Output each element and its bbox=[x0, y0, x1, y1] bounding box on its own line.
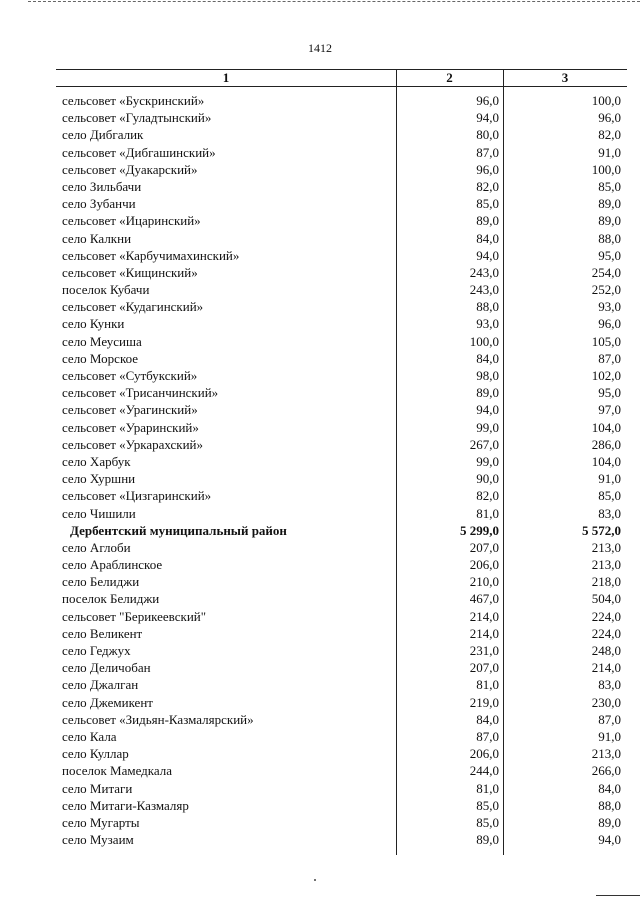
row-value-col2: 206,0 bbox=[469, 746, 499, 762]
row-value-col3: 252,0 bbox=[591, 282, 621, 298]
row-value-col2: 100,0 bbox=[469, 333, 499, 349]
row-value-col3: 89,0 bbox=[598, 213, 621, 229]
row-value-col2: 96,0 bbox=[476, 93, 499, 108]
row-value-col3: 96,0 bbox=[598, 316, 621, 332]
table-row bbox=[56, 315, 627, 332]
table-row bbox=[56, 350, 627, 367]
row-value-col3: 93,0 bbox=[598, 299, 621, 315]
row-name: село Калкни bbox=[62, 230, 132, 246]
row-value-col3: 104,0 bbox=[591, 419, 621, 435]
scan-speck bbox=[314, 879, 316, 881]
row-value-col3: 504,0 bbox=[591, 591, 621, 607]
table-row bbox=[56, 401, 627, 418]
row-name: село Митаги-Казмаляр bbox=[62, 797, 189, 813]
row-name: село Кунки bbox=[62, 316, 125, 332]
row-value-col2: 207,0 bbox=[469, 539, 499, 555]
table-row bbox=[56, 728, 627, 745]
table-row bbox=[56, 642, 627, 659]
row-value-col2: 231,0 bbox=[469, 643, 499, 658]
row-name: село Деличобан bbox=[62, 660, 151, 676]
row-value-col2: 85,0 bbox=[476, 797, 499, 813]
row-name: село Дибгалик bbox=[62, 127, 144, 143]
table-row bbox=[56, 230, 627, 247]
row-value-col3: 230,0 bbox=[591, 694, 621, 710]
row-name: сельсовет «Зидьян-Казмалярский» bbox=[62, 711, 254, 727]
row-value-col2: 214,0 bbox=[469, 608, 499, 624]
table-row bbox=[56, 487, 627, 504]
table-row bbox=[56, 573, 627, 590]
row-value-col2: 84,0 bbox=[476, 711, 499, 727]
row-value-col3: 105,0 bbox=[591, 333, 621, 349]
row-name: сельсовет «Цизгаринский» bbox=[62, 488, 212, 504]
table-row bbox=[56, 453, 627, 470]
row-value-col3: 104,0 bbox=[591, 453, 621, 469]
row-value-col3: 87,0 bbox=[598, 711, 621, 727]
row-name: село Чишили bbox=[62, 505, 136, 521]
column-header-1: 1 bbox=[222, 70, 230, 85]
row-name: сельсовет "Берикеевский" bbox=[62, 608, 207, 624]
row-value-col3: 96,0 bbox=[598, 110, 621, 126]
row-value-col3: 100,0 bbox=[591, 161, 621, 177]
table-row bbox=[56, 126, 627, 143]
row-value-col3: 266,0 bbox=[591, 763, 621, 779]
row-value-col2: 88,0 bbox=[476, 299, 499, 315]
row-value-col3: 85,0 bbox=[598, 488, 621, 504]
row-value-col2: 84,0 bbox=[476, 230, 499, 246]
row-value-col3: 91,0 bbox=[598, 471, 621, 487]
row-name: сельсовет «Кищинский» bbox=[62, 264, 198, 280]
row-value-col3: 88,0 bbox=[598, 797, 621, 813]
row-name: село Митаги bbox=[62, 780, 133, 796]
table-row-district bbox=[56, 522, 627, 539]
row-value-col2: 94,0 bbox=[476, 110, 499, 126]
row-name: село Музаим bbox=[62, 832, 134, 848]
row-value-col3: 213,0 bbox=[591, 539, 621, 555]
row-value-col2: 89,0 bbox=[476, 213, 499, 229]
row-value-col2: 207,0 bbox=[469, 660, 499, 676]
table-row bbox=[56, 178, 627, 195]
row-name: село Меусиша bbox=[62, 333, 142, 349]
row-value-col2: 87,0 bbox=[476, 144, 499, 160]
row-value-col3: 82,0 bbox=[598, 127, 621, 143]
table-row bbox=[56, 711, 627, 728]
table-row bbox=[56, 384, 627, 401]
row-value-col2: 94,0 bbox=[476, 247, 499, 263]
table-body bbox=[56, 92, 627, 848]
table-row bbox=[56, 195, 627, 212]
row-value-col2: 206,0 bbox=[469, 557, 499, 573]
row-value-col3: 102,0 bbox=[591, 368, 621, 383]
row-name: село Белиджи bbox=[62, 574, 140, 590]
row-value-col3: 224,0 bbox=[591, 608, 621, 624]
row-value-col3: 213,0 bbox=[591, 746, 621, 762]
row-value-col3: 5 572,0 bbox=[582, 522, 621, 538]
row-name: сельсовет «Ураринский» bbox=[62, 419, 199, 435]
row-value-col2: 210,0 bbox=[469, 574, 499, 590]
table-row bbox=[56, 144, 627, 161]
table-row bbox=[56, 694, 627, 711]
row-value-col2: 82,0 bbox=[476, 178, 499, 194]
row-name: село Харбук bbox=[62, 453, 131, 469]
row-value-col3: 214,0 bbox=[591, 660, 621, 676]
row-name: сельсовет «Ицаринский» bbox=[62, 213, 201, 229]
column-header-3: 3 bbox=[561, 70, 569, 85]
row-name: поселок Белиджи bbox=[62, 591, 160, 607]
table-header-rule bbox=[56, 86, 627, 87]
row-value-col2: 267,0 bbox=[469, 436, 499, 452]
bottom-scan-mark bbox=[596, 895, 640, 896]
row-value-col3: 87,0 bbox=[598, 350, 621, 366]
row-name: село Куллар bbox=[62, 746, 129, 762]
row-value-col3: 95,0 bbox=[598, 385, 621, 401]
row-name: Дербентский муниципальный район bbox=[70, 522, 287, 538]
table-row bbox=[56, 625, 627, 642]
row-value-col3: 85,0 bbox=[598, 178, 621, 194]
row-name: село Морское bbox=[62, 350, 139, 366]
page-number: 1412 bbox=[308, 41, 332, 55]
row-name: село Зубанчи bbox=[62, 196, 136, 212]
row-value-col2: 243,0 bbox=[469, 264, 499, 280]
row-value-col3: 88,0 bbox=[598, 230, 621, 246]
table-row bbox=[56, 831, 627, 848]
row-name: село Джемикент bbox=[62, 694, 153, 710]
table-row bbox=[56, 797, 627, 814]
row-value-col2: 81,0 bbox=[476, 780, 499, 796]
row-value-col3: 84,0 bbox=[598, 780, 621, 796]
table-row bbox=[56, 298, 627, 315]
row-name: село Зильбачи bbox=[62, 178, 142, 194]
row-value-col3: 97,0 bbox=[598, 402, 621, 418]
table-row bbox=[56, 419, 627, 436]
table-row bbox=[56, 539, 627, 556]
row-name: село Мугарты bbox=[62, 814, 140, 830]
row-value-col3: 95,0 bbox=[598, 247, 621, 263]
table-row bbox=[56, 470, 627, 487]
row-value-col2: 89,0 bbox=[476, 385, 499, 401]
row-value-col2: 243,0 bbox=[469, 282, 499, 298]
data-table bbox=[56, 69, 627, 855]
row-value-col2: 214,0 bbox=[469, 625, 499, 641]
row-value-col2: 89,0 bbox=[476, 832, 499, 848]
row-value-col2: 99,0 bbox=[476, 453, 499, 469]
table-row bbox=[56, 590, 627, 607]
row-name: село Геджух bbox=[62, 643, 131, 658]
table-row bbox=[56, 247, 627, 264]
row-value-col3: 100,0 bbox=[591, 93, 621, 108]
row-name: сельсовет «Кудагинский» bbox=[62, 299, 204, 315]
row-name: поселок Мамедкала bbox=[62, 763, 173, 779]
row-value-col2: 85,0 bbox=[476, 196, 499, 212]
table-row bbox=[56, 762, 627, 779]
row-value-col2: 85,0 bbox=[476, 814, 499, 830]
row-value-col3: 224,0 bbox=[591, 625, 621, 641]
row-name: село Хуршни bbox=[62, 471, 136, 487]
row-name: сельсовет «Карбучимахинский» bbox=[62, 247, 240, 263]
row-value-col3: 213,0 bbox=[591, 557, 621, 573]
row-value-col3: 83,0 bbox=[598, 677, 621, 693]
table-row bbox=[56, 333, 627, 350]
row-value-col2: 87,0 bbox=[476, 728, 499, 744]
table-row bbox=[56, 92, 627, 109]
table-row bbox=[56, 264, 627, 281]
row-name: сельсовет «Дуакарский» bbox=[62, 161, 198, 177]
table-row bbox=[56, 505, 627, 522]
row-name: село Аглоби bbox=[62, 539, 131, 555]
row-name: сельсовет «Урагинский» bbox=[62, 402, 198, 418]
table-row bbox=[56, 676, 627, 693]
row-name: село Великент bbox=[62, 625, 143, 641]
row-name: сельсовет «Сутбукский» bbox=[62, 368, 198, 383]
table-row bbox=[56, 608, 627, 625]
row-name: сельсовет «Уркарахский» bbox=[62, 436, 203, 452]
table-row bbox=[56, 745, 627, 762]
row-value-col2: 98,0 bbox=[476, 368, 499, 383]
table-row bbox=[56, 780, 627, 797]
row-value-col3: 254,0 bbox=[591, 264, 621, 280]
row-value-col2: 96,0 bbox=[476, 161, 499, 177]
row-value-col2: 84,0 bbox=[476, 350, 499, 366]
table-row bbox=[56, 109, 627, 126]
row-value-col2: 93,0 bbox=[476, 316, 499, 332]
column-header-2: 2 bbox=[446, 70, 453, 85]
row-name: сельсовет «Бускринский» bbox=[62, 93, 205, 108]
row-value-col2: 219,0 bbox=[469, 694, 499, 710]
row-value-col2: 94,0 bbox=[476, 402, 499, 418]
row-value-col2: 90,0 bbox=[476, 471, 499, 487]
row-value-col3: 218,0 bbox=[591, 574, 621, 590]
row-name: село Кала bbox=[62, 728, 117, 744]
row-value-col2: 244,0 bbox=[469, 763, 499, 779]
row-value-col2: 81,0 bbox=[476, 505, 499, 521]
row-name: сельсовет «Дибгашинский» bbox=[62, 144, 216, 160]
row-value-col2: 5 299,0 bbox=[460, 522, 499, 538]
row-name: село Араблинское bbox=[62, 557, 163, 573]
table-row bbox=[56, 436, 627, 453]
row-value-col2: 82,0 bbox=[476, 488, 499, 504]
table-row bbox=[56, 367, 627, 384]
row-value-col2: 467,0 bbox=[469, 591, 499, 607]
row-value-col3: 89,0 bbox=[598, 196, 621, 212]
row-value-col2: 80,0 bbox=[476, 127, 499, 143]
row-value-col3: 89,0 bbox=[598, 814, 621, 830]
row-value-col3: 286,0 bbox=[591, 436, 621, 452]
table-row bbox=[56, 212, 627, 229]
row-value-col2: 99,0 bbox=[476, 419, 499, 435]
table-row bbox=[56, 556, 627, 573]
table-row bbox=[56, 281, 627, 298]
row-name: поселок Кубачи bbox=[62, 282, 150, 298]
row-value-col3: 83,0 bbox=[598, 505, 621, 521]
row-value-col3: 94,0 bbox=[598, 832, 621, 848]
row-value-col3: 91,0 bbox=[598, 144, 621, 160]
table-row bbox=[56, 814, 627, 831]
row-value-col3: 248,0 bbox=[591, 643, 621, 658]
table-row bbox=[56, 161, 627, 178]
row-name: сельсовет «Гуладтынский» bbox=[62, 110, 212, 126]
row-value-col2: 81,0 bbox=[476, 677, 499, 693]
row-name: село Джалган bbox=[62, 677, 139, 693]
table-row bbox=[56, 659, 627, 676]
row-value-col3: 91,0 bbox=[598, 728, 621, 744]
row-name: сельсовет «Трисанчинский» bbox=[62, 385, 219, 401]
top-scan-rule bbox=[28, 1, 640, 2]
